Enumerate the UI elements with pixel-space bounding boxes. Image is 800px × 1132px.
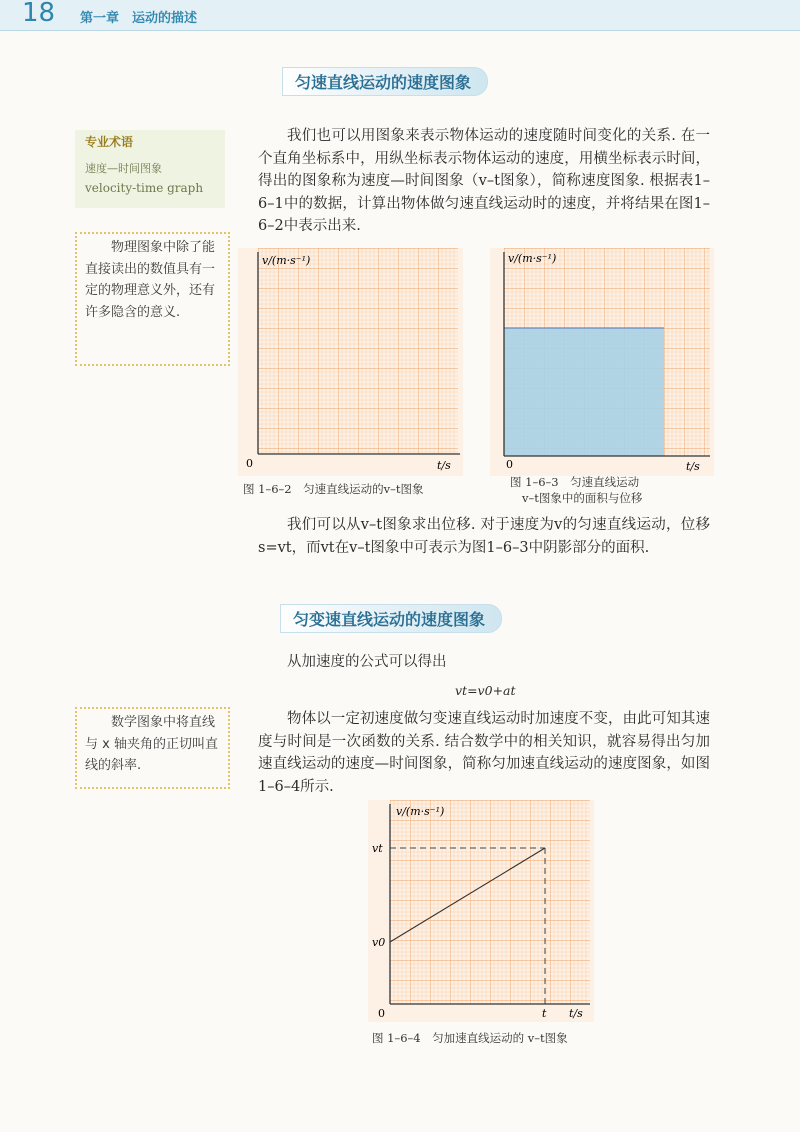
fig4-x-label: t/s [569, 1007, 583, 1020]
fig4-y-label: v/(m·s⁻¹) [396, 805, 445, 818]
paragraph-3: 物体以一定初速度做匀变速直线运动时加速度不变，由此可知其速度与时间是一次函数的关系. 结合数学中的相关知识，就容易得出匀加速直线运动的速度—时间图象，简称匀加速直线运动的速度图象，如图1–6–4所示. [258, 711, 710, 795]
fig4-origin: 0 [378, 1007, 385, 1020]
term-title: 专业术语 [85, 135, 134, 149]
fig3-caption-line2: v–t图象中的面积与位移 [522, 491, 643, 505]
term-chinese: 速度—时间图象 [85, 162, 162, 175]
fig2-x-label: t/s [437, 459, 451, 472]
fig4-vt-label: vt [372, 842, 383, 855]
chapter-title: 第一章 运动的描述 [80, 11, 198, 26]
sidebar-note-2: 数学图象中将直线与 x 轴夹角的正切叫直线的斜率. [75, 707, 230, 789]
fig3-shaded-area [504, 328, 664, 456]
term-english: velocity-time graph [85, 181, 204, 195]
fig3-y-label: v/(m·s⁻¹) [508, 252, 557, 265]
fig3-x-label: t/s [686, 460, 700, 473]
fig4-t-label: t [542, 1007, 547, 1020]
formula: vt=v0+at [455, 683, 516, 698]
section-title-uniform-motion: 匀速直线运动的速度图象 [282, 67, 488, 96]
lead-sentence: 从加速度的公式可以得出 [287, 654, 447, 670]
fig2-origin: 0 [246, 457, 253, 470]
paragraph-2: 我们可以从v–t图象求出位移. 对于速度为v的匀速直线运动，位移s=vt，而vt在v–t图象中可表示为图1–6–3中阴影部分的面积. [258, 517, 710, 556]
section-title-variable-motion: 匀变速直线运动的速度图象 [280, 604, 502, 633]
fig3-origin: 0 [506, 458, 513, 471]
sidebar-note-1: 物理图象中除了能直接读出的数值具有一定的物理意义外，还有许多隐含的意义. [75, 232, 230, 366]
fig2-y-label: v/(m·s⁻¹) [262, 254, 311, 267]
figure-1-6-3 [490, 248, 714, 476]
figure-1-6-2 [238, 248, 463, 476]
page-number: 18 [22, 0, 56, 28]
figure-1-6-4 [368, 800, 594, 1022]
fig2-caption: 图 1–6–2 匀速直线运动的v–t图象 [243, 482, 424, 496]
fig3-caption-line1: 图 1–6–3 匀速直线运动 [510, 475, 640, 489]
fig4-v0-label: v0 [372, 936, 386, 949]
fig4-caption: 图 1–6–4 匀加速直线运动的 v–t图象 [372, 1031, 568, 1045]
paragraph-1: 我们也可以用图象来表示物体运动的速度随时间变化的关系. 在一个直角坐标系中，用纵坐标表示物体运动的速度，用横坐标表示时间，得出的图象称为速度—时间图象（v–t图象），简称速度图象. 根据表1–6–1中的数据，计算出物体做匀速直线运动时的速度，并将结果在图1–6–2中表示出来. [258, 128, 710, 234]
